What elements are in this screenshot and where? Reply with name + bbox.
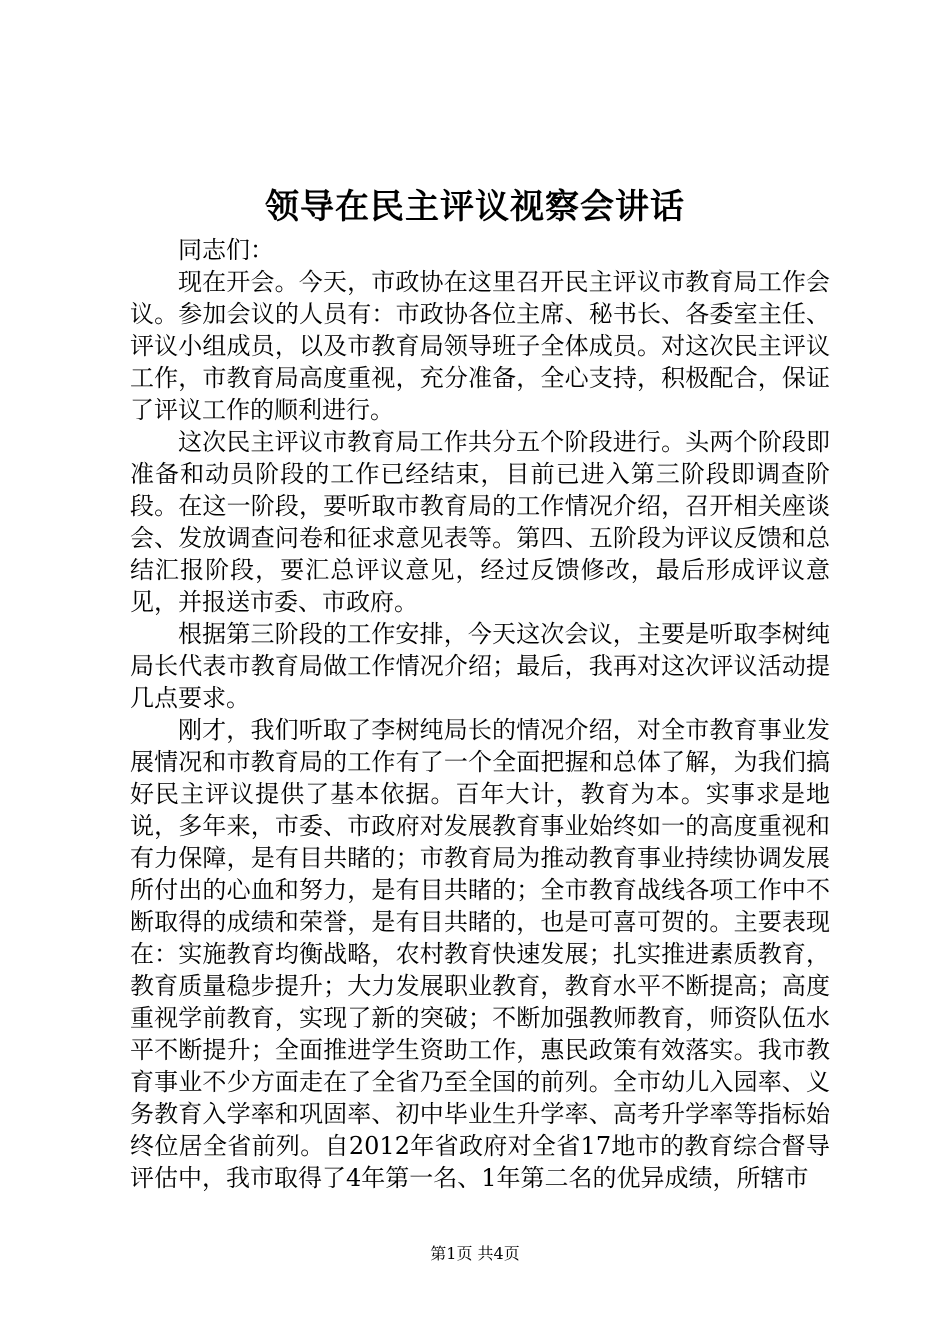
body-paragraph: 现在开会。今天，市政协在这里召开民主评议市教育局工作会议。参加会议的人员有：市政协各位主席、秘书长、各委室主任、评议小组成员，以及市教育局领导班子全体成员。对这次民主评议工作，市教育局高度重视，充分准备，全心支持，积极配合，保证了评议工作的顺利进行。 xyxy=(130,268,830,424)
body-paragraph: 这次民主评议市教育局工作共分五个阶段进行。头两个阶段即准备和动员阶段的工作已经结束，目前已进入第三阶段即调查阶段。在这一阶段，要听取市教育局的工作情况介绍，召开相关座谈会、发放调查问卷和征求意见表等。第四、五阶段为评议反馈和总结汇报阶段，要汇总评议意见，经过反馈修改，最后形成评议意见，并报送市委、市政府。 xyxy=(130,428,830,616)
body-paragraph: 刚才，我们听取了李树纯局长的情况介绍，对全市教育事业发展情况和市教育局的工作有了一个全面把握和总体了解，为我们搞好民主评议提供了基本依据。百年大计，教育为本。实事求是地说，多年来，市委、市政府对发展教育事业始终如一的高度重视和有力保障，是有目共睹的；市教育局为推动教育事业持续协调发展所付出的心血和努力，是有目共睹的；全市教育战线各项工作中不断取得的成绩和荣誉，是有目共睹的，也是可喜可贺的。主要表现在：实施教育均衡战略，农村教育快速发展；扎实推进素质教育，教育质量稳步提升；大力发展职业教育，教育水平不断提高；高度重视学前教育，实现了新的突破；不断加强教师教育，师资队伍水平不断提升；全面推进学生资助工作，惠民政策有效落实。我市教育事业不少方面走在了全省乃至全国的前列。全市幼儿入园率、义务教育入学率和巩固率、初中毕业生升学率、高考升学率等指标始终位居全省前列。自2012年省政府对全省17地市的教育综合督导评估中，我市取得了4年第一名、1年第二名的优异成绩，所辖市 xyxy=(130,716,830,1192)
body-paragraph: 根据第三阶段的工作安排，今天这次会议，主要是听取李树纯局长代表市教育局做工作情况介绍；最后，我再对这次评议活动提几点要求。 xyxy=(130,620,830,712)
salutation-paragraph: 同志们： xyxy=(178,236,274,264)
document-title: 领导在民主评议视察会讲话 xyxy=(265,187,685,227)
document-body xyxy=(130,234,830,1194)
page-number-footer: 第1页 共4页 xyxy=(430,1244,520,1263)
